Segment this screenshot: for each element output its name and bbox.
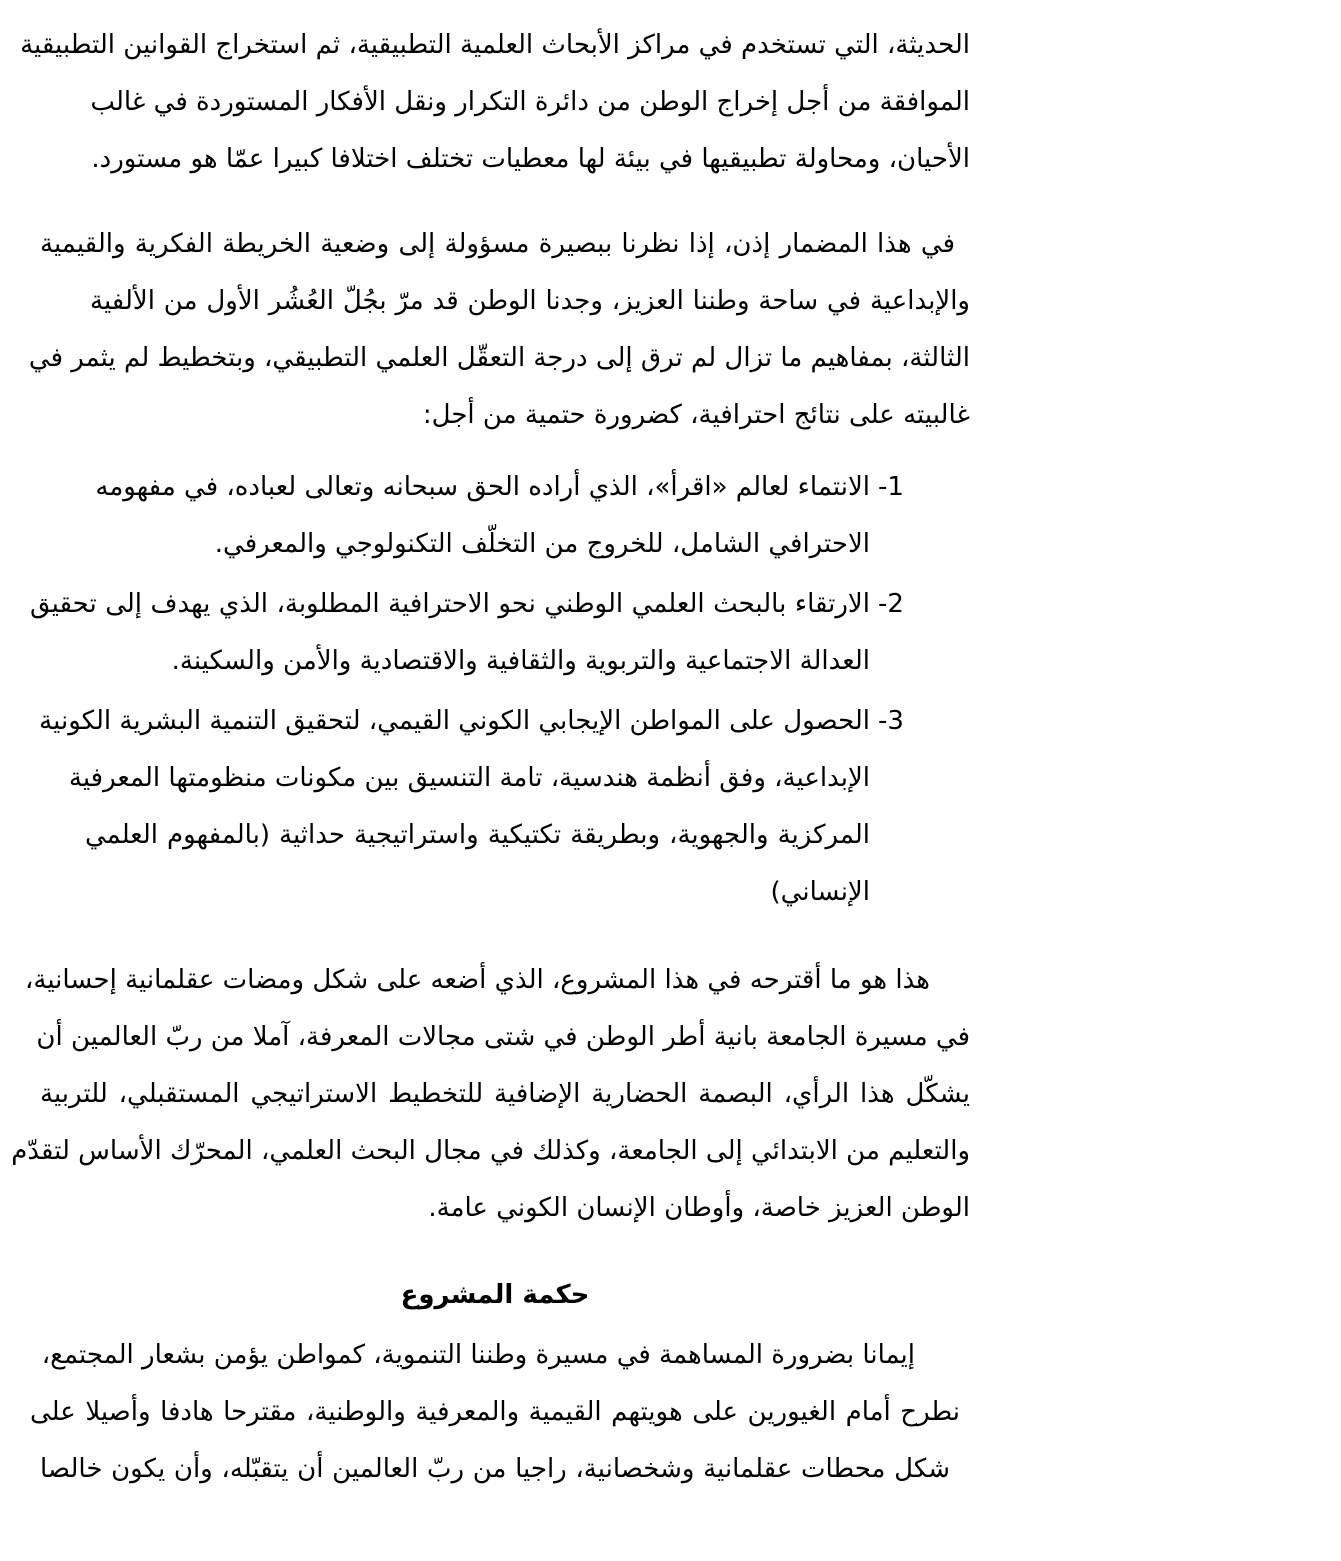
list-item-1-line-2: الاحترافي الشامل، للخروج من التخلّف التكنولوجي والمعرفي. [214,529,870,559]
list-item-3-line-4: الإنساني) [770,877,870,907]
list-item-1-line-1: الانتماء لعالم «اقرأ»، الذي أراده الحق سبحانه وتعالى لعباده، في مفهومه [95,472,870,502]
paragraph-1-line-1: الحديثة، التي تستخدم في مراكز الأبحاث العلمية التطبيقية، ثم استخراج القوانين التطبيقية [20,30,970,60]
paragraph-4-line-1: إيمانا بضرورة المساهمة في مسيرة وطننا التنموية، كمواطن يؤمن بشعار المجتمع، [41,1340,915,1370]
paragraph-1-line-2: الموافقة من أجل إخراج الوطن من دائرة التكرار ونقل الأفكار المستوردة في غالب [90,87,970,117]
paragraph-4-line-2: نطرح أمام الغيورين على هويتهم القيمية والمعرفية والوطنية، مقترحا هادفا وأصيلا على [30,1397,960,1427]
list-item-2-number: -2 [878,589,904,619]
paragraph-3-line-5: الوطن العزيز خاصة، وأوطان الإنسان الكوني عامة. [428,1193,970,1223]
paragraph-3-line-4: والتعليم من الابتدائي إلى الجامعة، وكذلك في مجال البحث العلمي، المحرّك الأساس لتقدّم [11,1136,970,1166]
paragraph-2-line-4: غالبيته على نتائج احترافية، كضرورة حتمية من أجل: [422,400,970,430]
paragraph-1-line-3: الأحيان، ومحاولة تطبيقيها في بيئة لها معطيات تختلف اختلافا كبيرا عمّا هو مستورد. [91,144,970,174]
list-item-3-line-3: المركزية والجهوية، وبطريقة تكتيكية واستراتيجية حداثية (بالمفهوم العلمي [85,820,870,850]
list-item-3-number: -3 [878,706,904,736]
paragraph-2-line-1: في هذا المضمار إذن، إذا نظرنا ببصيرة مسؤولة إلى وضعية الخريطة الفكرية والقيمية [40,229,955,259]
list-item-1-number: -1 [878,472,904,502]
paragraph-2-line-3: الثالثة، بمفاهيم ما تزال لم ترق إلى درجة التعقّل العلمي التطبيقي، وبتخطيط لم يثمر في [28,343,970,373]
paragraph-4-line-3: شكل محطات عقلمانية وشخصانية، راجيا من ربّ العالمين أن يتقبّله، وأن يكون خالصا [40,1454,950,1484]
paragraph-3-line-1: هذا هو ما أقترحه في هذا المشروع، الذي أضعه على شكل ومضات عقلمانية إحسانية، [25,965,930,995]
list-item-2-line-2: العدالة الاجتماعية والتربوية والثقافية والاقتصادية والأمن والسكينة. [171,646,870,676]
list-item-2-line-1: الارتقاء بالبحث العلمي الوطني نحو الاحترافية المطلوبة، الذي يهدف إلى تحقيق [30,589,870,619]
list-item-3-line-1: الحصول على المواطن الإيجابي الكوني القيمي، لتحقيق التنمية البشرية الكونية [39,706,870,736]
section-heading: حكمة المشروع [400,1280,590,1310]
paragraph-3-line-2: في مسيرة الجامعة بانية أطر الوطن في شتى مجالات المعرفة، آملا من ربّ العالمين أن [36,1022,970,1052]
paragraph-2-line-2: والإبداعية في ساحة وطننا العزيز، وجدنا الوطن قد مرّ بجُلّ العُشُر الأول من الألفية [90,286,970,316]
list-item-3-line-2: الإبداعية، وفق أنظمة هندسية، تامة التنسيق بين مكونات منظومتها المعرفية [68,763,870,793]
paragraph-3-line-3: يشكّل هذا الرأي، البصمة الحضارية الإضافية للتخطيط الاستراتيجي المستقبلي، للتربية [40,1079,970,1109]
